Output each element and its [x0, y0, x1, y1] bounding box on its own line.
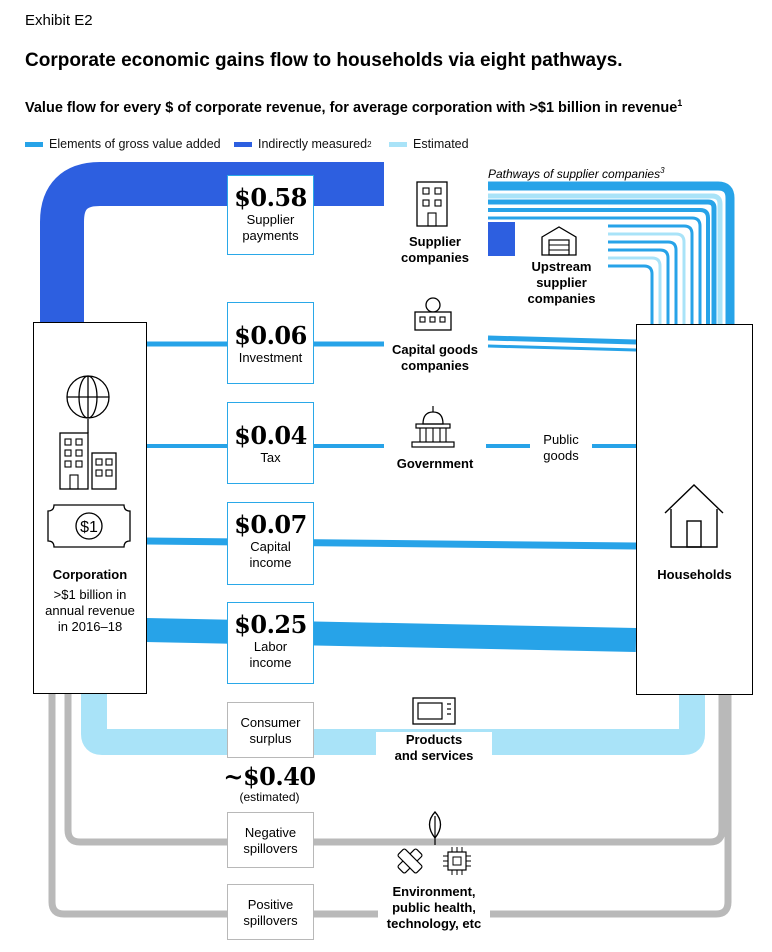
exhibit-label: Exhibit E2: [25, 12, 93, 29]
page-title: Corporate economic gains flow to households via eight pathways.: [25, 50, 623, 71]
investment-amount: $0.06: [234, 321, 307, 350]
legend-item-gva: Elements of gross value added: [25, 137, 221, 151]
households-box: [636, 324, 753, 695]
positive-spillovers-box: [227, 884, 314, 940]
capital-goods-node: Capital goods companies: [392, 342, 478, 373]
products-services-node: Products and services: [376, 732, 492, 764]
upstream-supplier-node: Upstream supplier companies: [515, 259, 608, 307]
corporation-desc-2: annual revenue: [45, 603, 135, 618]
factory-icon: [413, 296, 453, 332]
tax-label: Tax: [260, 450, 281, 465]
supplier-payments-label-2: payments: [242, 228, 299, 243]
tax-box: [227, 402, 314, 484]
upstream-indirect-block: [488, 222, 515, 256]
chip-icon: [442, 846, 472, 876]
capital-income-label-1: Capital: [250, 539, 291, 554]
capitol-icon: [410, 404, 456, 450]
investment-label: Investment: [238, 350, 303, 365]
investment-box: [227, 302, 314, 384]
negative-spillovers-label-2: spillovers: [243, 841, 298, 856]
corporation-desc-1: >$1 billion in: [53, 587, 127, 602]
chart-subtitle: Value flow for every $ of corporate revenue, for average corporation with >$1 billion in revenue$^1$: [25, 98, 683, 116]
consumer-surplus-label-1: Consumer: [240, 715, 301, 730]
negative-spillovers-box: [227, 812, 314, 868]
legend-item-estimated: Estimated: [389, 137, 469, 151]
house-icon: [663, 483, 725, 549]
consumer-surplus-amount: ~$0.40: [223, 762, 316, 791]
positive-spillovers-label-1: Positive: [247, 897, 294, 912]
supplier-payments-box: [227, 175, 314, 255]
negative-spillover-path: [68, 692, 722, 842]
consumer-surplus-note: (estimated): [239, 790, 300, 804]
capital-income-amount: $0.07: [234, 510, 307, 539]
supplier-payments-label-1: Supplier: [246, 212, 295, 227]
public-goods-label: Public goods: [543, 432, 579, 463]
labor-income-box: [227, 602, 314, 684]
supplier-companies-node: Supplier companies: [401, 234, 469, 265]
consumer-surplus-label-2: surplus: [249, 731, 292, 746]
dollar-bill-icon: [46, 503, 132, 549]
environment-node: Environment, public health, technology, etc: [378, 884, 490, 932]
tax-amount: $0.04: [234, 421, 307, 450]
corporation-box: [33, 322, 147, 694]
negative-spillovers-label-1: Negative: [244, 825, 297, 840]
bandage-icon: [395, 846, 425, 876]
positive-spillover-path: [52, 692, 728, 914]
office-buildings-icon: [56, 419, 120, 491]
supplier-payments-amount: $0.58: [234, 183, 307, 212]
positive-spillovers-label-2: spillovers: [243, 913, 298, 928]
microwave-icon: [411, 696, 457, 726]
capital-income-label-2: income: [249, 555, 292, 570]
corporation-name: Corporation: [52, 567, 128, 582]
capital-income-box: [227, 502, 314, 585]
labor-income-label-1: Labor: [253, 639, 288, 654]
svg-text:$1: $1: [80, 519, 98, 536]
households-name: Households: [657, 567, 732, 582]
corporation-desc-3: in 2016–18: [57, 619, 123, 634]
globe-icon: [64, 373, 112, 421]
legend-item-indirect: Indirectly measured 2: [234, 137, 372, 151]
building-icon: [415, 180, 449, 228]
supplier-pathways-label: Pathways of supplier companies$^3$: [488, 166, 665, 181]
warehouse-icon: [540, 225, 578, 257]
labor-income-amount: $0.25: [234, 610, 307, 639]
government-node: Government: [396, 456, 474, 471]
consumer-surplus-box: [227, 702, 314, 758]
leaf-icon: [424, 810, 446, 846]
supplier-payments-path: [62, 184, 384, 322]
labor-income-label-2: income: [249, 655, 292, 670]
